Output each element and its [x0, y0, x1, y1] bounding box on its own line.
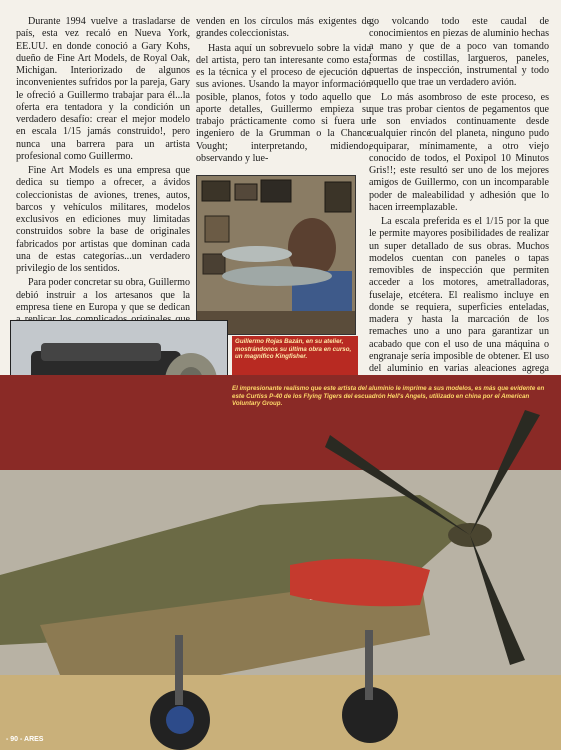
p40-photo: [0, 375, 561, 750]
article-column-2: [196, 16, 371, 167]
workshop-caption: Guillermo Rojas Bazán, en su atelier, mostrándonos su última obra en curso, un magnífico Kingfisher.: [235, 338, 352, 361]
article-column-1: [16, 16, 190, 341]
workshop-photo: [196, 175, 356, 335]
article-column-3: [369, 16, 549, 390]
plane-caption: El impresionante realismo que este artista del aluminio le imprime a sus modelos, es más que evidente en este Curtiss P-40 de los Flying Tigers del escuadrón Hell's Angels, utilizado en china por el American Voluntary Group.: [232, 385, 545, 408]
paragraph: Fine Art Models es una empresa que dedica su tiempo a ofrecer, a ávidos coleccionistas de aviones, trenes, autos, barcos y vehículos militares, modelos exclusivos en ediciones muy limitadas construidos sobre la base de originales fabricados por artistas que dominan cada una de estas categorías...un verdadero privilegio de los sentidos.: [16, 165, 190, 274]
page-footer: - 90 - ARES: [6, 736, 44, 743]
paragraph: Hasta aquí un sobrevuelo sobre la vida del artista, pero tan interesante como esta, es la técnica y el proceso de ejecución de sus aviones. Usando la mayor información posible, planos, fotos y todo aquello que aporte detalles, Guillermo empieza su trabajo prácticamente como si fuera un ingeniero de la Grumman o la Chance Vought; interpretando, midiendo, observando y lue-: [196, 42, 371, 164]
paragraph: venden en los círculos más exigentes de grandes coleccionistas.: [196, 16, 371, 40]
paragraph: La escala preferida es el 1/15 por la que le permite mayores posibilidades de realizar un super detallado de sus obras. Muchos modelos cuentan con paneles o tapas removibles de inspección que permiten acceder a los motores, ametralladoras, fuselaje, etcétera. El realismo incluye en donde se requiera, superficies enteladas, madera y hasta la marcación de los remaches uno a uno para garantizar un acabado que con el uso de una máquina o engranaje sería imposible de obtener. El uso del aluminio en varias aleaciones agrega: [369, 216, 549, 374]
paragraph: Lo más asombroso de este proceso, es que tras probar cientos de pegamentos que le son enviados continuamente desde cualquier rincón del planeta, ninguno pudo equiparar, mínimamente, a otro viejo conocido de todos, el Poxipol 10 Minutos Gris!!; este resultó ser uno de los mejores amigos de Guillermo, con un incomparable poder de maleabilidad y adhesión que lo hacen irreemplazable.: [369, 91, 549, 213]
paragraph: go volcando todo este caudal de conocimientos en piezas de aluminio hechas a mano y que de a poco van tomando formas de costillas, largueros, paneles, puertas de inspección, instrumental y todo aquello que trae un verdadero avión.: [369, 16, 549, 89]
paragraph: Durante 1994 vuelve a trasladarse de país, esta vez recaló en Nueva York, EE.UU. en donde conoció a Gary Kohs, dueño de Fine Art Models, de Royal Oak, Michigan. Interiorizado de algunos inconvenientes sufridos por la pareja, Gary le ofreció a Guillermo trabajar para él...la oferta era tentadora y la condición un verdadero desafío: crear el mejor modelo en escala 1/15 jamás construido!, pero nunca una barrera para un artista profesional como Guillermo.: [16, 16, 190, 162]
paragraph: Para poder concretar su obra, Guillermo debió instruir a los artesanos que la empresa tiene en Europa y que se dedican: [16, 277, 190, 313]
